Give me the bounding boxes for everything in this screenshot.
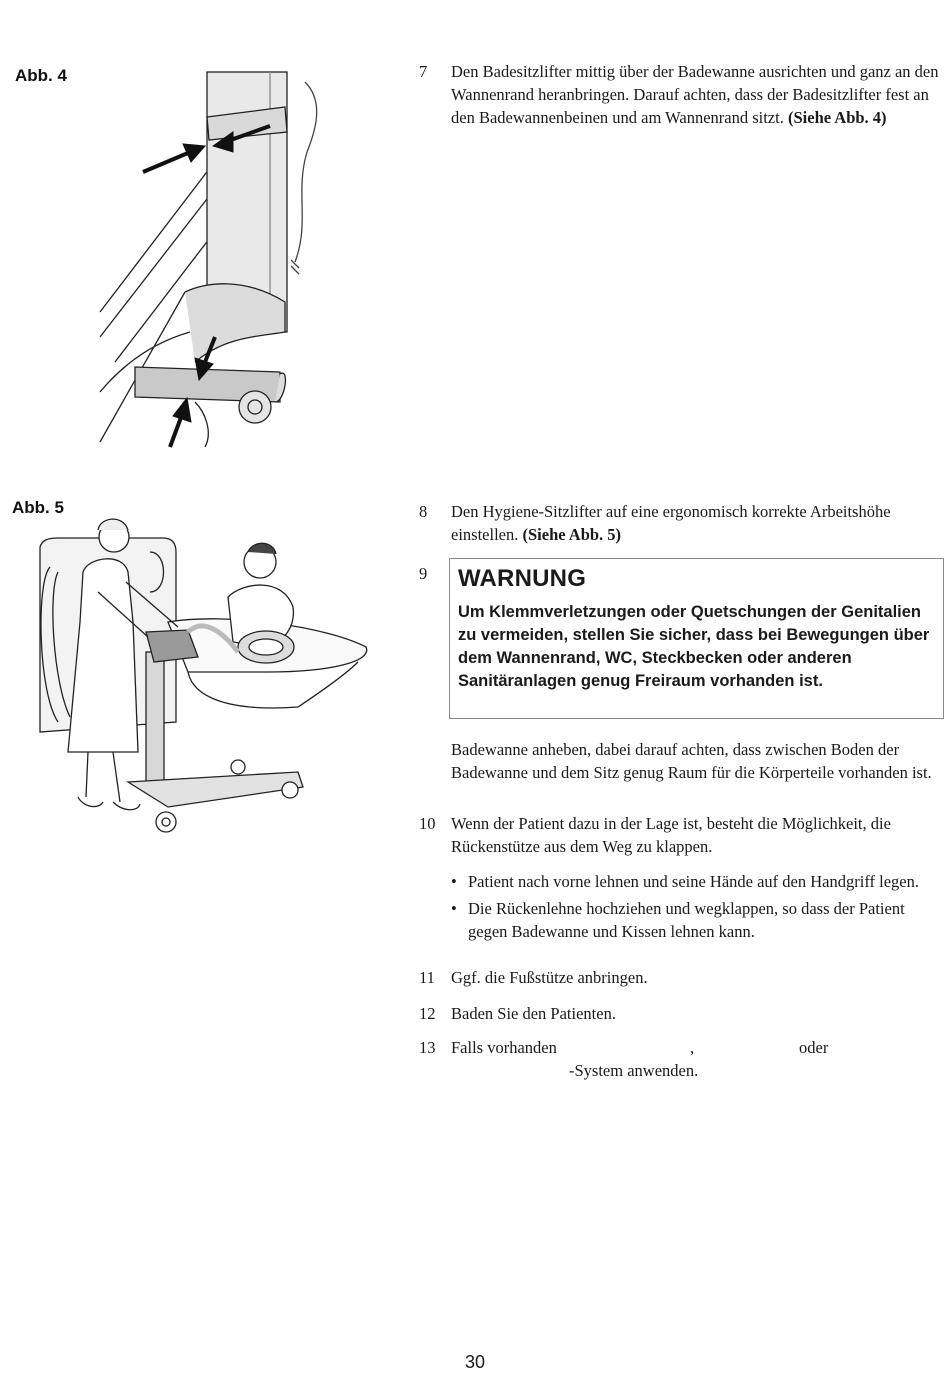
bullet-text: Die Rückenlehne hochziehen und wegklappen, so dass der Patient gegen Badewanne und Kissen lehnen kann. (468, 899, 905, 941)
step-13-text-d: -System anwenden. (569, 1061, 699, 1080)
step-number: 12 (419, 1004, 436, 1023)
step-number: 13 (419, 1038, 436, 1057)
step-10 (419, 812, 944, 858)
step-13-text-a: Falls vorhanden (451, 1038, 557, 1057)
step-text: Baden Sie den Patienten. (451, 1004, 616, 1023)
list-item (451, 897, 946, 943)
list-item (451, 870, 946, 893)
figure-abb5-illustration (28, 512, 373, 842)
warning-box (449, 558, 944, 719)
page-number: 30 (464, 1352, 486, 1372)
bullet-list (451, 870, 946, 947)
step-8 (419, 500, 944, 546)
step-13 (419, 1036, 944, 1086)
step-text: Wenn der Patient dazu in der Lage ist, besteht die Möglichkeit, die Rückenstütze aus dem Weg zu klappen. (451, 814, 891, 856)
step-13-text-b: , (690, 1038, 695, 1057)
step-7-text: Den Badesitzlifter mittig über der Badewanne ausrichten und ganz an den Wannenrand heranbringen. Darauf achten, dass der Badesitzlifter fest an den Badewannenbeinen und am Wannenrand sitzt. (451, 62, 939, 127)
bullet-symbol: • (451, 899, 457, 918)
step-number: 9 (419, 564, 428, 583)
step-12 (419, 1002, 944, 1025)
step-text (451, 60, 944, 129)
bullet-symbol: • (451, 872, 457, 891)
figure-reference: (Siehe Abb. 5) (522, 525, 622, 544)
figure-reference: (Siehe Abb. 4) (787, 108, 887, 127)
figure-abb4-illustration (95, 62, 335, 452)
bullet-text: Patient nach vorne lehnen und seine Hände auf den Handgriff legen. (468, 872, 919, 891)
step-number: 10 (419, 814, 436, 833)
step-number: 7 (419, 62, 428, 81)
step-number: 11 (419, 968, 435, 987)
step-text (451, 500, 944, 546)
step-text: Ggf. die Fußstütze anbringen. (451, 968, 648, 987)
warning-title: WARNUNG (458, 565, 587, 592)
step-11 (419, 966, 944, 989)
step-8-text: Den Hygiene-Sitzlifter auf eine ergonomisch korrekte Arbeitshöhe einstellen. (451, 502, 891, 544)
step-13-text-c: oder (799, 1038, 829, 1057)
figure-label-abb4: Abb. 4 (15, 66, 67, 85)
step-9-followup: Badewanne anheben, dabei darauf achten, dass zwischen Boden der Badewanne und dem Sitz genug Raum für die Körperteile vorhanden ist. (451, 740, 932, 782)
step-7 (419, 60, 944, 129)
figure-label-abb5: Abb. 5 (12, 498, 64, 517)
step-number: 8 (419, 502, 428, 521)
warning-text: Um Klemmverletzungen oder Quetschungen der Genitalien zu vermeiden, stellen Sie sicher, dass bei Bewegungen über dem Wannenrand, WC, Steckbecken oder anderen Sanitäranlagen genug Freiraum vorhanden ist. (458, 603, 930, 690)
